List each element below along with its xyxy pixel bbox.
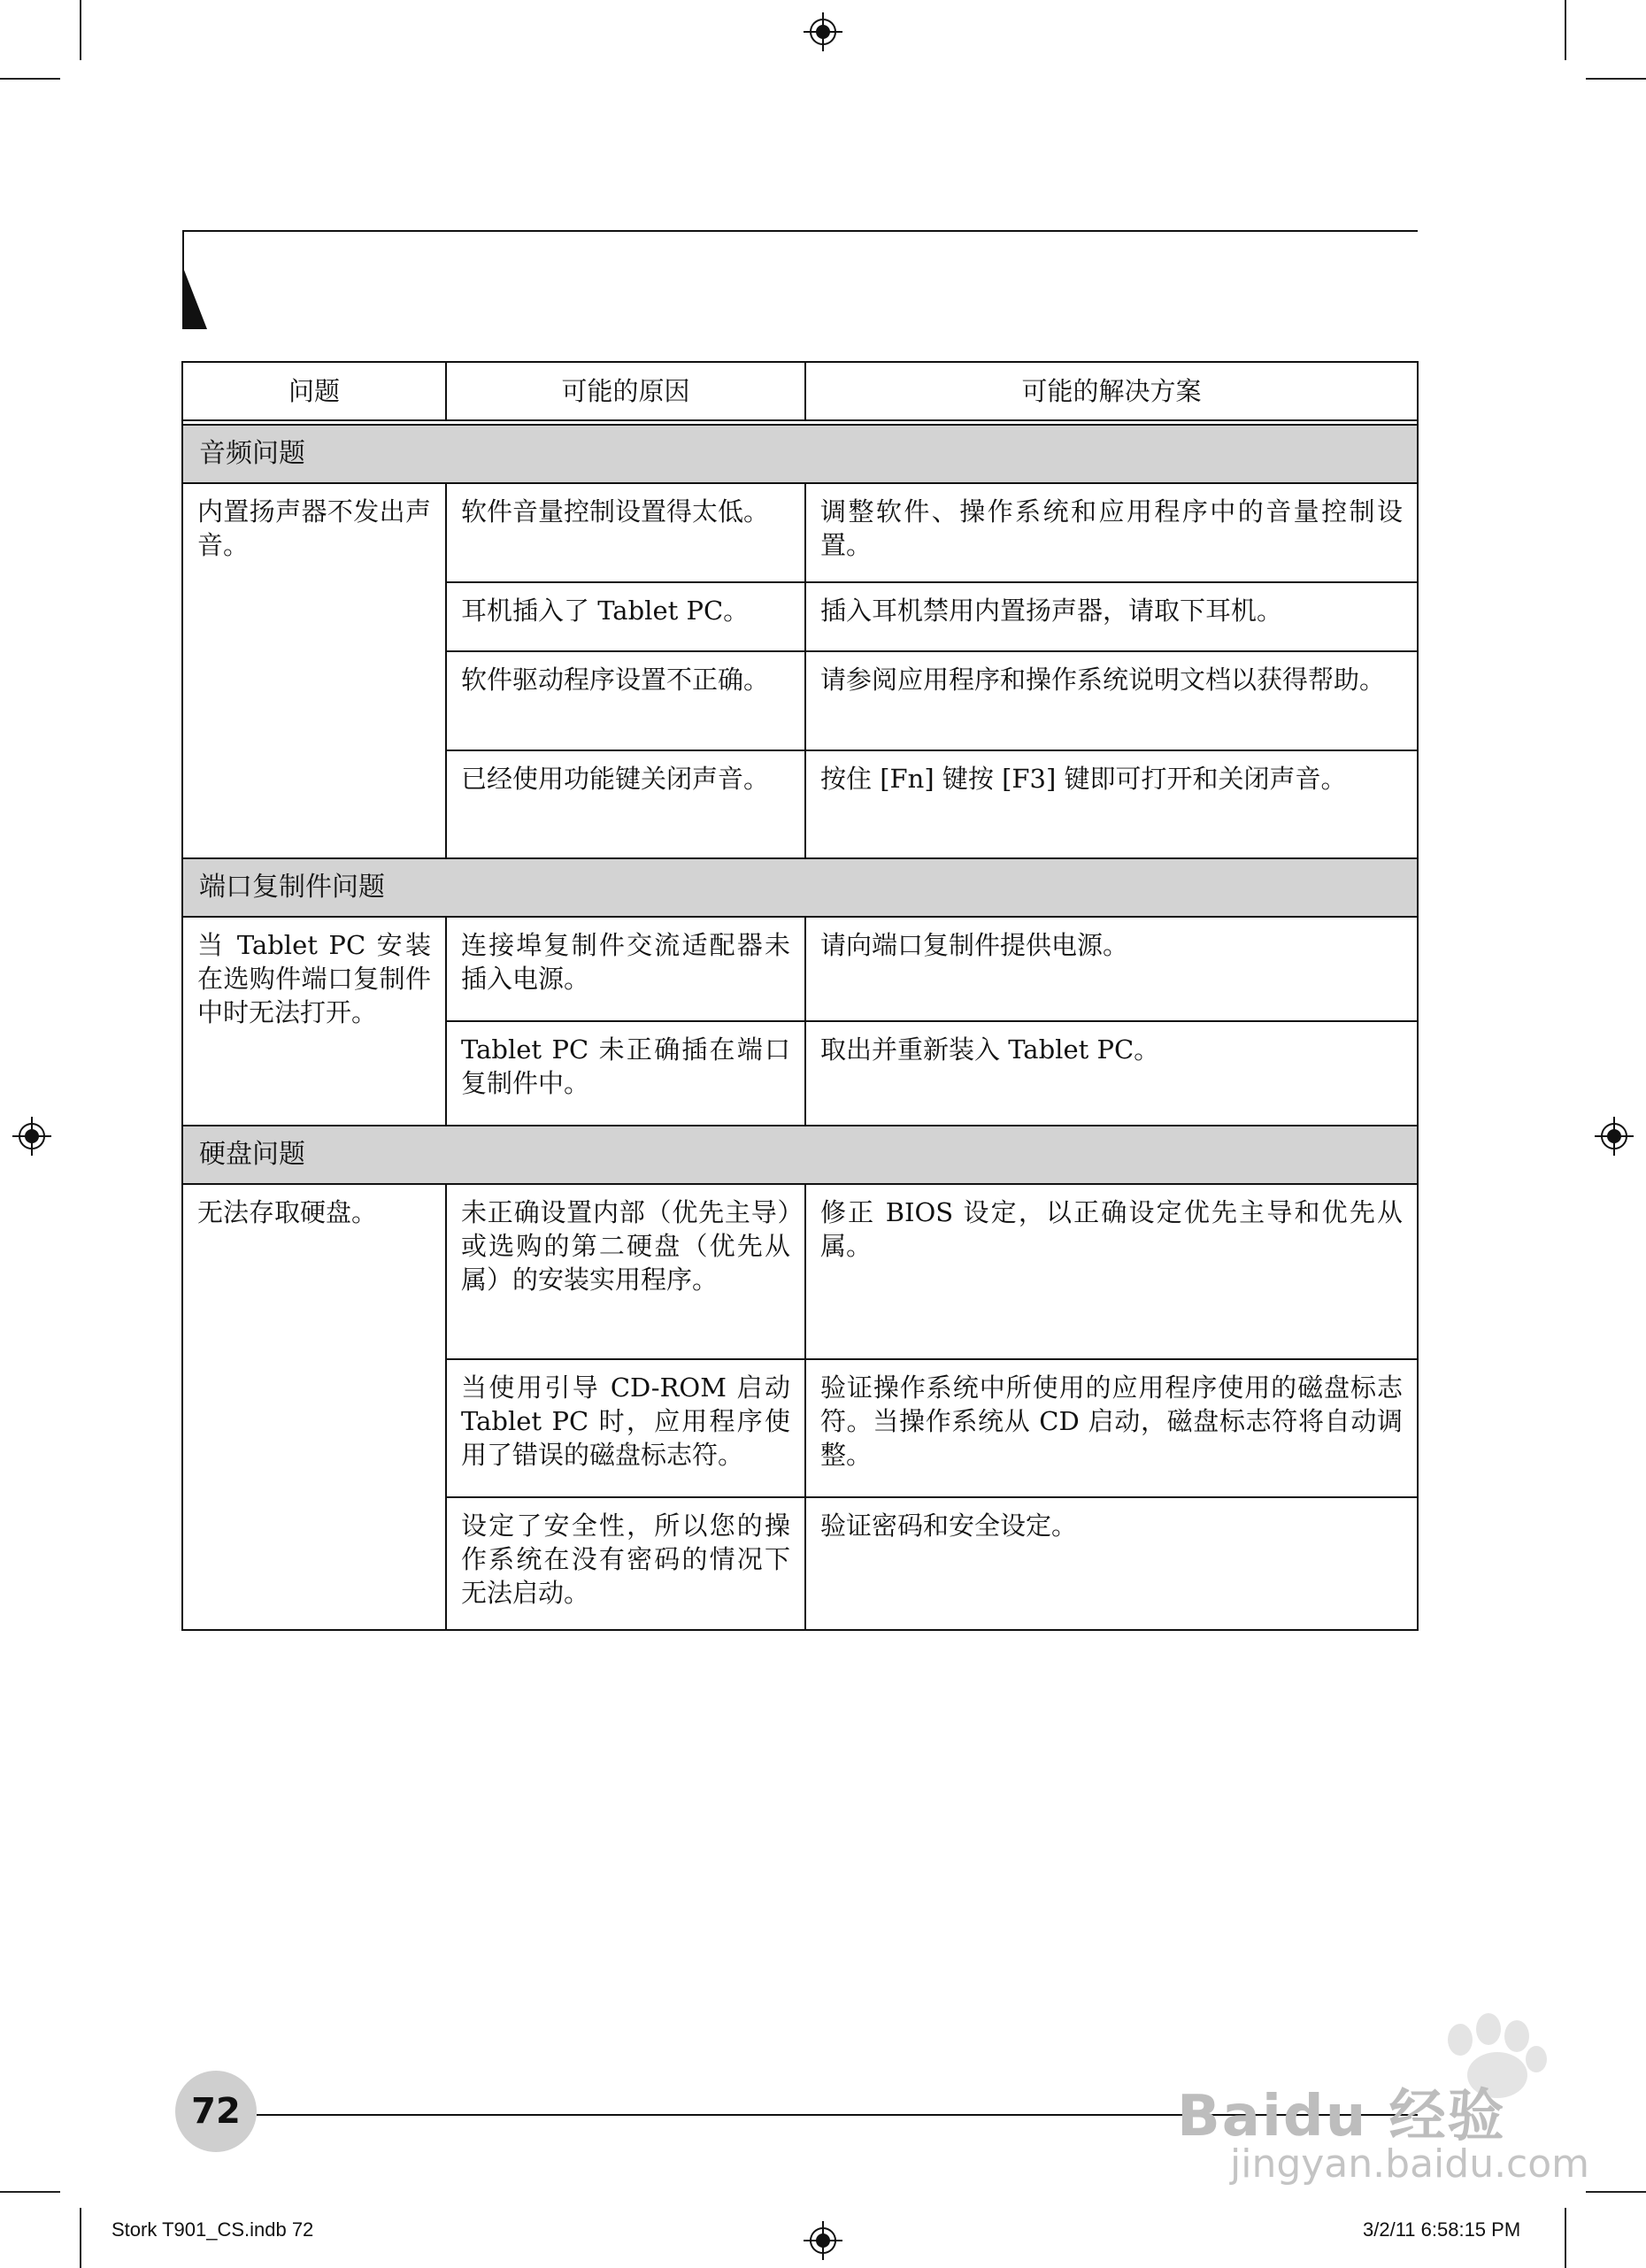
registration-mark-icon xyxy=(1595,1117,1634,1156)
watermark-url: jingyan.baidu.com xyxy=(1230,2141,1590,2187)
cause-cell: 设定了安全性，所以您的操作系统在没有密码的情况下无法启动。 xyxy=(446,1497,805,1630)
solution-cell: 取出并重新装入 Tablet PC。 xyxy=(805,1021,1418,1126)
table-row xyxy=(182,483,1418,582)
cause-cell: 未正确设置内部（优先主导）或选购的第二硬盘（优先从属）的安装实用程序。 xyxy=(446,1184,805,1359)
section-title: 音频问题 xyxy=(182,425,1418,483)
cause-cell: 软件驱动程序设置不正确。 xyxy=(446,651,805,750)
crop-mark xyxy=(80,0,81,60)
slug-timestamp: 3/2/11 6:58:15 PM xyxy=(1363,2218,1521,2241)
troubleshooting-table xyxy=(181,361,1419,1631)
header-problem: 问题 xyxy=(182,362,446,420)
table-row xyxy=(182,1184,1418,1359)
problem-cell: 当 Tablet PC 安装在选购件端口复制件中时无法打开。 xyxy=(182,917,446,1126)
section-row xyxy=(182,858,1418,917)
solution-cell: 验证操作系统中所使用的应用程序使用的磁盘标志符。当操作系统从 CD 启动，磁盘标志符将自动调整。 xyxy=(805,1359,1418,1497)
page-number: 72 xyxy=(191,2091,241,2132)
slug-file: Stork T901_CS.indb 72 xyxy=(112,2218,314,2241)
registration-mark-icon xyxy=(804,12,842,51)
problem-cell: 无法存取硬盘。 xyxy=(182,1184,446,1630)
solution-cell: 调整软件、操作系统和应用程序中的音量控制设置。 xyxy=(805,483,1418,582)
crop-mark xyxy=(0,78,60,80)
crop-mark xyxy=(1565,0,1566,60)
crop-mark xyxy=(1565,2208,1566,2268)
section-row xyxy=(182,425,1418,483)
solution-cell: 请参阅应用程序和操作系统说明文档以获得帮助。 xyxy=(805,651,1418,750)
solution-cell: 请向端口复制件提供电源。 xyxy=(805,917,1418,1021)
header-wedge xyxy=(182,265,207,329)
crop-mark xyxy=(0,2191,60,2193)
cause-cell: 连接埠复制件交流适配器未插入电源。 xyxy=(446,917,805,1021)
cause-cell: 当使用引导 CD-ROM 启动 Tablet PC 时，应用程序使用了错误的磁盘标志符。 xyxy=(446,1359,805,1497)
section-title: 端口复制件问题 xyxy=(182,858,1418,917)
table-header-row xyxy=(182,362,1418,420)
cause-cell: 耳机插入了 Tablet PC。 xyxy=(446,582,805,651)
crop-mark xyxy=(1586,2191,1646,2193)
watermark-brand: Baidu 经验 xyxy=(1177,2084,1506,2149)
crop-mark xyxy=(1586,78,1646,80)
registration-mark-icon xyxy=(804,2221,842,2260)
solution-cell: 按住 [Fn] 键按 [F3] 键即可打开和关闭声音。 xyxy=(805,750,1418,858)
crop-mark xyxy=(80,2208,81,2268)
header-solution: 可能的解决方案 xyxy=(805,362,1418,420)
header-cause: 可能的原因 xyxy=(446,362,805,420)
cause-cell: 软件音量控制设置得太低。 xyxy=(446,483,805,582)
section-row xyxy=(182,1126,1418,1184)
cause-cell: 已经使用功能键关闭声音。 xyxy=(446,750,805,858)
solution-cell: 修正 BIOS 设定，以正确设定优先主导和优先从属。 xyxy=(805,1184,1418,1359)
problem-cell: 内置扬声器不发出声音。 xyxy=(182,483,446,858)
solution-cell: 插入耳机禁用内置扬声器，请取下耳机。 xyxy=(805,582,1418,651)
header-rule xyxy=(182,230,1418,232)
solution-cell: 验证密码和安全设定。 xyxy=(805,1497,1418,1630)
cause-cell: Tablet PC 未正确插在端口复制件中。 xyxy=(446,1021,805,1126)
section-title: 硬盘问题 xyxy=(182,1126,1418,1184)
table-row xyxy=(182,917,1418,1021)
registration-mark-icon xyxy=(12,1117,51,1156)
